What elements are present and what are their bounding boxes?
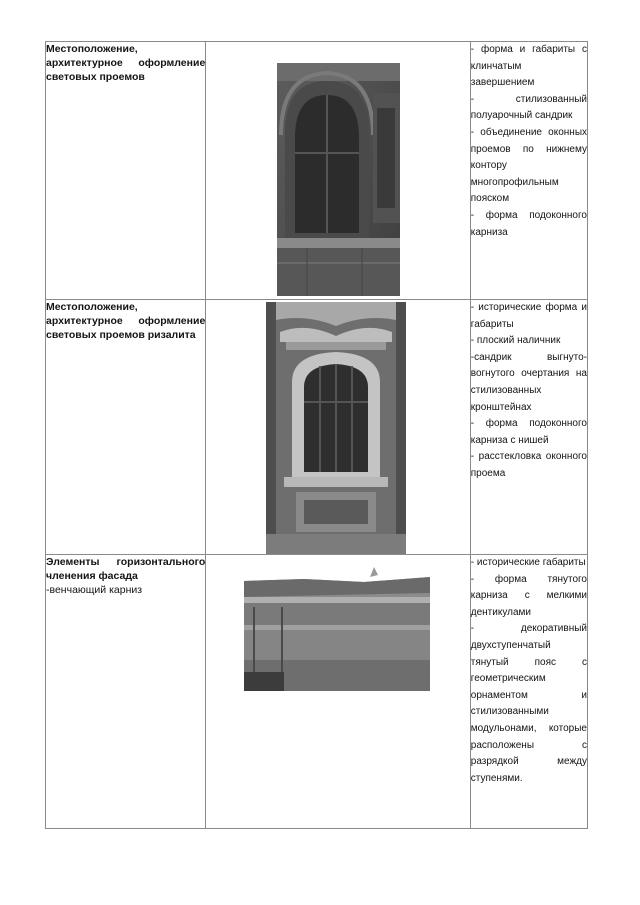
feature-item: - объединение оконных проемов по нижнему контору многопрофильным пояском xyxy=(470,126,587,205)
feature-item: - исторические габариты xyxy=(470,557,586,568)
table-row xyxy=(46,42,588,300)
feature-item: - форма и габариты с клинчатым завершением xyxy=(470,44,587,89)
element-name-cell xyxy=(46,42,206,300)
table-row xyxy=(46,555,588,829)
feature-item: - стилизованный полуарочный сандрик xyxy=(470,93,587,122)
element-title: Элементы горизонтального членения фасада xyxy=(46,556,206,582)
features-cell xyxy=(470,42,587,300)
features-cell xyxy=(470,555,587,829)
table-row xyxy=(46,300,588,555)
feature-item: - форма подоконного карниза с нишей xyxy=(470,418,587,446)
heritage-elements-table xyxy=(45,41,588,829)
element-name-cell xyxy=(46,300,206,555)
feature-item: - плоский наличник xyxy=(470,335,561,347)
features-cell xyxy=(470,300,587,555)
photo-cell xyxy=(206,300,470,555)
feature-item: - расстекловка оконного проема xyxy=(470,451,587,479)
risalit-window-photo xyxy=(266,302,406,554)
feature-item: - исторические форма и габариты xyxy=(470,302,587,330)
cornice-photo xyxy=(244,567,430,691)
element-title: Местоположение, архитектурное оформление световых проемов xyxy=(46,43,206,83)
arched-window-photo xyxy=(277,63,400,296)
photo-cell xyxy=(206,42,470,300)
element-subtitle: -венчающий карниз xyxy=(46,584,143,596)
element-name-cell xyxy=(46,555,206,829)
element-title: Местоположение, архитектурное оформление световых проемов ризалита xyxy=(46,301,206,341)
feature-item: - форма тянутого карниза с мелкими дентикулами xyxy=(470,573,587,618)
feature-item: -сандрик выгнуто-вогнутого очертания на стилизованных кронштейнах xyxy=(470,351,587,413)
feature-item: - форма подоконного карниза xyxy=(470,209,587,238)
photo-cell xyxy=(206,555,470,829)
feature-item: - декоративный двухступенчатый тянутый пояс с геометрическим орнаментом и стилизованными модульонами, которые расположены с разрядкой между ступенями. xyxy=(470,623,587,784)
